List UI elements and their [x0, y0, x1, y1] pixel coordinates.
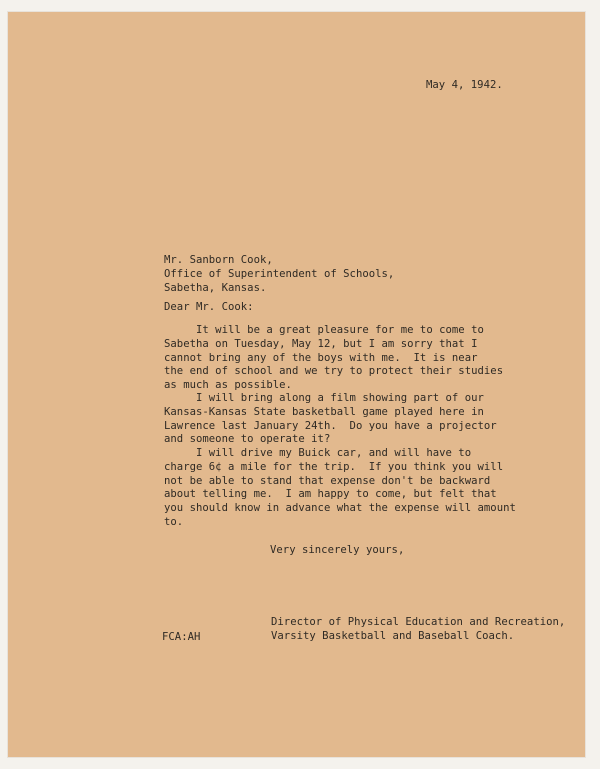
salutation: Dear Mr. Cook:	[164, 301, 254, 313]
paragraph-line: charge 6¢ a mile for the trip. If you think you will	[164, 460, 504, 473]
signature-title-line: Varsity Basketball and Baseball Coach.	[271, 629, 515, 642]
paragraph-line: cannot bring any of the boys with me. It is near	[164, 351, 478, 364]
paragraph-line: not be able to stand that expense don't be backward	[164, 474, 491, 487]
reference-initials: FCA:AH	[162, 631, 201, 643]
recipient-address	[164, 254, 394, 295]
body-paragraph-2	[164, 392, 497, 447]
signature-block	[271, 616, 565, 644]
body-paragraph-3	[164, 447, 516, 530]
recipient-office: Office of Superintendent of Schools,	[164, 267, 395, 280]
paragraph-line: you should know in advance what the expense will amount	[164, 502, 516, 515]
paragraph-line: Sabetha on Tuesday, May 12, but I am sorry that I	[164, 337, 478, 350]
signature-title-line: Director of Physical Education and Recreation,	[271, 616, 566, 628]
paragraph-line: It will be a great pleasure for me to come to	[164, 324, 484, 336]
paragraph-line: I will bring along a film showing part of our	[164, 392, 484, 404]
paragraph-line: and someone to operate it?	[164, 433, 331, 446]
letter-date: May 4, 1942.	[426, 79, 503, 91]
paragraph-line: Kansas-Kansas State basketball game played here in	[164, 405, 484, 418]
paragraph-line: Lawrence last January 24th. Do you have a projector	[164, 419, 497, 432]
paragraph-line: about telling me. I am happy to come, but felt that	[164, 488, 497, 501]
recipient-city: Sabetha, Kansas.	[164, 281, 267, 294]
recipient-name: Mr. Sanborn Cook,	[164, 254, 273, 266]
body-paragraph-1	[164, 324, 503, 393]
paragraph-line: I will drive my Buick car, and will have to	[164, 447, 472, 459]
paragraph-line: as much as possible.	[164, 379, 292, 392]
paragraph-line: the end of school and we try to protect their studies	[164, 365, 504, 378]
closing: Very sincerely yours,	[270, 544, 405, 556]
paragraph-line: to.	[164, 515, 184, 528]
